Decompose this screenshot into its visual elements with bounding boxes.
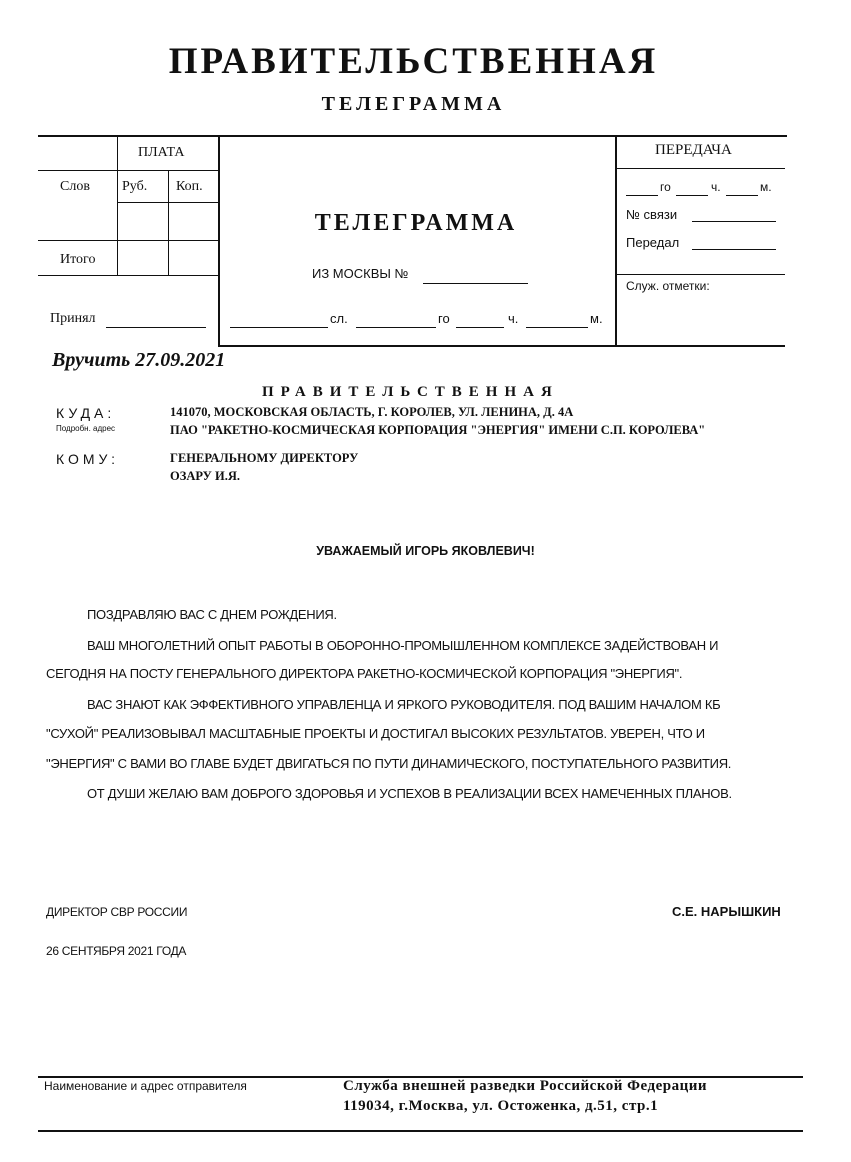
address-line-2: ПАО "РАКЕТНО-КОСМИЧЕСКАЯ КОРПОРАЦИЯ "ЭНЕРГИЯ" ИМЕНИ С.П. КОРОЛЕВА" bbox=[170, 423, 706, 437]
document-title: ПРАВИТЕЛЬСТВЕННАЯ bbox=[168, 41, 659, 82]
form-right-row-2 bbox=[615, 274, 785, 275]
message-line: ПОЗДРАВЛЯЮ ВАС С ДНЕМ РОЖДЕНИЯ. bbox=[87, 607, 337, 622]
form-row-3 bbox=[38, 240, 117, 241]
form-right-row-1 bbox=[615, 168, 785, 169]
message-line: ВАС ЗНАЮТ КАК ЭФФЕКТИВНОГО УПРАВЛЕНЦА И ЯРКОГО РУКОВОДИТЕЛЯ. ПОД ВАШИМ НАЧАЛОМ КБ bbox=[87, 697, 721, 712]
whom-label: КОМУ: bbox=[56, 451, 120, 467]
signer-position: ДИРЕКТОР СВР РОССИИ bbox=[46, 905, 188, 919]
transfer-ch: ч. bbox=[711, 180, 721, 194]
form-row-2 bbox=[117, 202, 218, 203]
sender-address: 119034, г.Москва, ул. Остоженка, д.51, стр.1 bbox=[343, 1098, 659, 1114]
kop-label: Коп. bbox=[176, 179, 203, 194]
link-label: № связи bbox=[626, 207, 678, 222]
message-line: СЕГОДНЯ НА ПОСТУ ГЕНЕРАЛЬНОГО ДИРЕКТОРА РАКЕТНО-КОСМИЧЕСКОЙ КОРПОРАЦИЯ "ЭНЕРГИЯ". bbox=[46, 666, 683, 681]
form-divider-left bbox=[218, 135, 220, 347]
from-number-blank bbox=[423, 283, 528, 284]
m-label: м. bbox=[590, 311, 603, 326]
form-col-rub bbox=[117, 135, 118, 275]
center-title: ТЕЛЕГРАММА bbox=[314, 210, 518, 236]
passed-blank bbox=[692, 249, 776, 250]
form-center-bottom bbox=[218, 345, 615, 347]
signer-name: С.Е. НАРЫШКИН bbox=[672, 904, 781, 919]
ch-label: ч. bbox=[508, 311, 519, 326]
sender-name: Служба внешней разведки Российской Федерации bbox=[343, 1078, 708, 1094]
words-label: Слов bbox=[60, 179, 90, 194]
hour-blank bbox=[456, 327, 504, 328]
footer-bottom-rule bbox=[38, 1130, 803, 1132]
words-count-blank bbox=[230, 327, 328, 328]
greeting: УВАЖАЕМЫЙ ИГОРЬ ЯКОВЛЕВИЧ! bbox=[316, 544, 535, 558]
to-label: КУДА: bbox=[56, 405, 116, 421]
message-line: "СУХОЙ" РЕАЛИЗОВЫВАЛ МАСШТАБНЫЕ ПРОЕКТЫ И ДОСТИГАЛ ВЫСОКИХ РЕЗУЛЬТАТОВ. УВЕРЕН, ЧТО И bbox=[46, 726, 705, 741]
address-line-1: 141070, МОСКОВСКАЯ ОБЛАСТЬ, Г. КОРОЛЕВ, УЛ. ЛЕНИНА, Д. 4А bbox=[170, 405, 574, 419]
form-row-4 bbox=[117, 240, 218, 241]
from-label: ИЗ МОСКВЫ № bbox=[312, 266, 409, 281]
go-label: го bbox=[438, 311, 450, 326]
rub-label: Руб. bbox=[122, 179, 148, 194]
transfer-minute-blank bbox=[726, 195, 758, 196]
transfer-go: го bbox=[660, 180, 671, 194]
sender-label: Наименование и адрес отправителя bbox=[44, 1079, 247, 1093]
link-blank bbox=[692, 221, 776, 222]
gov-label: ПРАВИТЕЛЬСТВЕННАЯ bbox=[262, 384, 559, 400]
deliver-date: Вручить 27.09.2021 bbox=[52, 349, 226, 371]
payment-header: ПЛАТА bbox=[138, 145, 185, 160]
minute-blank bbox=[526, 327, 588, 328]
service-label: Служ. отметки: bbox=[626, 279, 710, 293]
recipient-line-1: ГЕНЕРАЛЬНОМУ ДИРЕКТОРУ bbox=[170, 451, 359, 465]
transfer-header: ПЕРЕДАЧА bbox=[655, 142, 732, 158]
passed-label: Передал bbox=[626, 235, 680, 250]
accepted-label: Принял bbox=[50, 311, 96, 326]
detail-label: Подробн. адрес bbox=[56, 424, 116, 433]
date-blank bbox=[356, 327, 436, 328]
document-subtitle: ТЕЛЕГРАММА bbox=[321, 93, 506, 115]
accepted-blank bbox=[106, 327, 206, 328]
form-right-bottom bbox=[615, 345, 785, 347]
form-top-border bbox=[38, 135, 787, 137]
transfer-hour-blank bbox=[676, 195, 708, 196]
form-row-1 bbox=[38, 170, 218, 171]
message-line: ВАШ МНОГОЛЕТНИЙ ОПЫТ РАБОТЫ В ОБОРОННО-ПРОМЫШЛЕННОМ КОМПЛЕКСЕ ЗАДЕЙСТВОВАН И bbox=[87, 638, 719, 653]
signature-date: 26 СЕНТЯБРЯ 2021 ГОДА bbox=[46, 944, 187, 958]
sl-label: сл. bbox=[330, 311, 348, 326]
form-col-kop bbox=[168, 170, 169, 275]
form-divider-right bbox=[615, 135, 617, 347]
total-label: Итого bbox=[60, 252, 96, 267]
transfer-day-blank bbox=[626, 195, 658, 196]
message-line: ОТ ДУШИ ЖЕЛАЮ ВАМ ДОБРОГО ЗДОРОВЬЯ И УСПЕХОВ В РЕАЛИЗАЦИИ ВСЕХ НАМЕЧЕННЫХ ПЛАНОВ. bbox=[87, 786, 732, 801]
form-row-5 bbox=[38, 275, 218, 276]
recipient-line-2: ОЗАРУ И.Я. bbox=[170, 469, 240, 483]
transfer-m: м. bbox=[760, 180, 772, 194]
message-line: "ЭНЕРГИЯ" С ВАМИ ВО ГЛАВЕ БУДЕТ ДВИГАТЬСЯ ПО ПУТИ ДИНАМИЧЕСКОГО, ПОСТУПАТЕЛЬНОГО РАЗВИТИЯ. bbox=[46, 756, 732, 771]
